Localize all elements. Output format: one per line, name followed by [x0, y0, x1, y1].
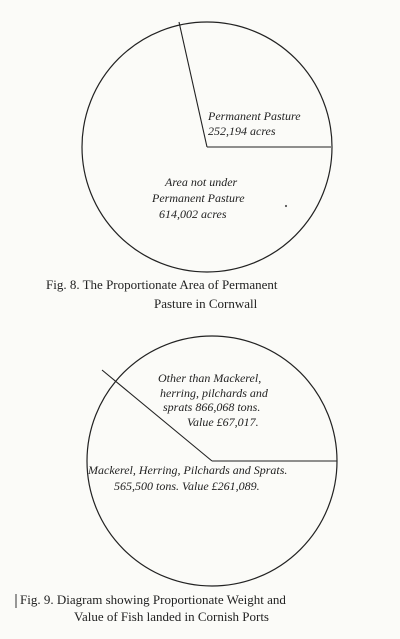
fig9-caption: [16, 592, 286, 624]
slice-label-line: Value £67,017.: [187, 415, 259, 429]
slice-label-line: Mackerel, Herring, Pilchards and Sprats.: [88, 463, 288, 477]
caption-line: Fig. 8. The Proportionate Area of Permanent: [46, 277, 278, 292]
fig8-slice-label-permanent-pasture: [207, 109, 301, 138]
slice-label-line: Area not under: [165, 175, 238, 189]
caption-line: Value of Fish landed in Cornish Ports: [74, 609, 269, 624]
fig8-slice-label-area-not-under: [151, 175, 245, 221]
fig9-slice-label-other-fish: [158, 371, 269, 429]
fig8-pie-chart: [82, 22, 332, 272]
print-speck: [285, 205, 287, 207]
slice-label-line: 252,194 acres: [208, 124, 276, 138]
fig8-slice-boundary-1: [179, 22, 207, 147]
fig9-pie-chart: [87, 336, 337, 586]
slice-label-line: 614,002 acres: [159, 207, 227, 221]
fig9-slice-label-mackerel: [87, 463, 287, 493]
fig8-caption: [46, 277, 278, 311]
slice-label-line: Permanent Pasture: [208, 109, 301, 123]
slice-label-line: 565,500 tons. Value £261,089.: [114, 479, 260, 493]
slice-label-line: Other than Mackerel,: [158, 371, 262, 385]
caption-line: Pasture in Cornwall: [154, 296, 258, 311]
slice-label-line: herring, pilchards and: [160, 386, 268, 400]
slice-label-line: sprats 866,068 tons.: [163, 400, 261, 414]
slice-label-line: Permanent Pasture: [152, 191, 245, 205]
caption-line: Fig. 9. Diagram showing Proportionate Weight and: [20, 592, 286, 607]
